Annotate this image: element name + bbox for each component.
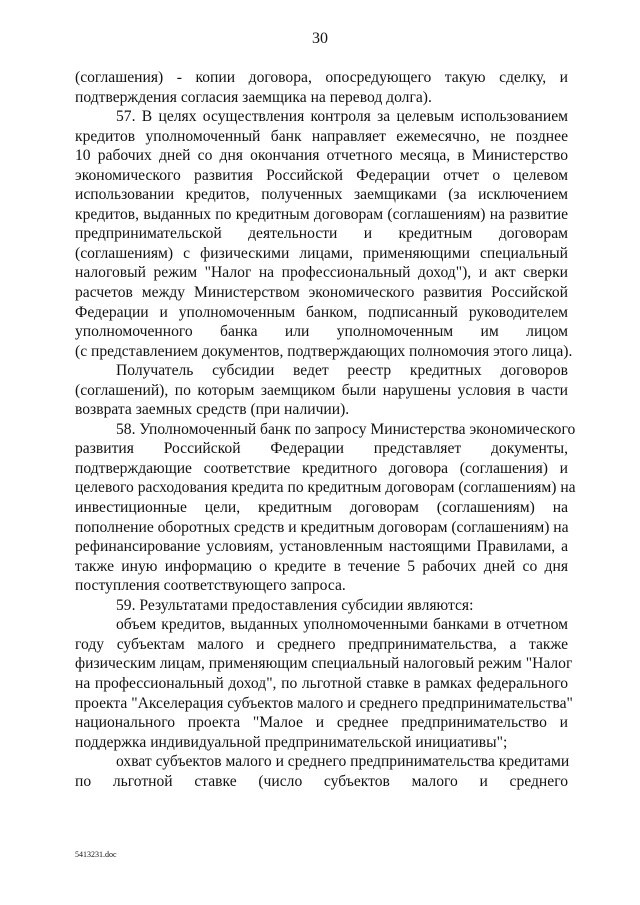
text-line: году субъектам малого и среднего предпринимательства, а также [75,635,568,653]
text-line: рефинансирование условиям, установленным настоящими Правилами, а [75,538,568,556]
text-line: экономического развития Российской Федерации отчет о целевом [75,166,568,184]
text-line: уполномоченного банка или уполномоченным им лицом [75,323,568,341]
text-line: (с представлением документов, подтверждающих полномочия этого лица). [75,342,573,360]
text-line: 57. В целях осуществления контроля за целевым использованием [116,108,568,126]
text-line: Федерации и уполномоченным банком, подписанный руководителем [75,303,568,321]
text-line: физическим лицам, применяющим специальный налоговый режим "Налог [75,655,573,673]
text-line: кредитов уполномоченный банк направляет ежемесячно, не позднее [75,127,568,145]
paragraph [75,361,568,420]
text-line: также иную информацию о кредите в течение 5 рабочих дней со дня [75,557,568,575]
text-line: расчетов между Министерством экономического развития Российской [75,284,568,302]
text-line: охват субъектов малого и среднего предпринимательства кредитами [116,753,570,771]
text-line: (соглашений), по которым заемщиком были нарушены условия в части [75,381,568,399]
text-line: объем кредитов, выданных уполномоченными банками в отчетном [116,616,568,634]
text-line: пополнение оборотных средств и кредитным договорам (соглашениям) на [75,518,569,536]
text-line: 58. Уполномоченный банк по запросу Министерства экономического [116,420,576,438]
text-line: кредитов, выданных по кредитным договорам (соглашениям) на развитие [75,205,568,223]
text-line: на профессиональный доход", по льготной ставке в рамках федерального [75,674,568,692]
page-number: 30 [312,30,328,47]
text-line: подтверждения согласия заемщика на перевод долга). [75,88,432,106]
text-line: проекта "Акселерация субъектов малого и среднего предпринимательства" [75,694,573,712]
text-line: инвестиционные цели, кредитным договорам (соглашениям) на [75,499,568,517]
paragraph [75,107,573,361]
text-line: (соглашениям) с физическими лицами, применяющими специальный [75,244,568,262]
text-line: развития Российской Федерации представляет документы, [75,440,568,458]
text-line: возврата заемных средств (при наличии). [75,401,350,419]
paragraph [75,752,568,791]
text-line: (соглашения) - копии договора, опосредующего такую сделку, и [75,69,568,86]
document-body [75,68,576,791]
text-line: предпринимательской деятельности и кредитным договорам [75,225,568,243]
text-line: использовании кредитов, полученных заемщиками (за исключением [75,186,568,204]
paragraph [75,615,573,752]
paragraph [75,420,576,596]
text-line: Получатель субсидии ведет реестр кредитных договоров [116,362,568,380]
text-line: подтверждающие соответствие кредитного договора (соглашения) и [75,459,568,477]
text-line: целевого расходования кредита по кредитным договорам (соглашениям) на [75,479,576,497]
text-line: поступления соответствующего запроса. [75,577,346,595]
footer-filename: 5413231.doc [75,850,117,859]
paragraph [75,68,568,107]
text-line: поддержка индивидуальной предпринимательской инициативы"; [75,733,508,751]
paragraph [75,596,568,616]
text-line: по льготной ставке (число субъектов малого и среднего [75,772,568,790]
text-line: 10 рабочих дней со дня окончания отчетного месяца, в Министерство [75,147,568,165]
text-line: 59. Результатами предоставления субсидии являются: [116,596,474,614]
text-line: национального проекта "Малое и среднее предпринимательство и [75,714,568,732]
text-line: налоговый режим "Налог на профессиональный доход"), и акт сверки [75,264,568,282]
